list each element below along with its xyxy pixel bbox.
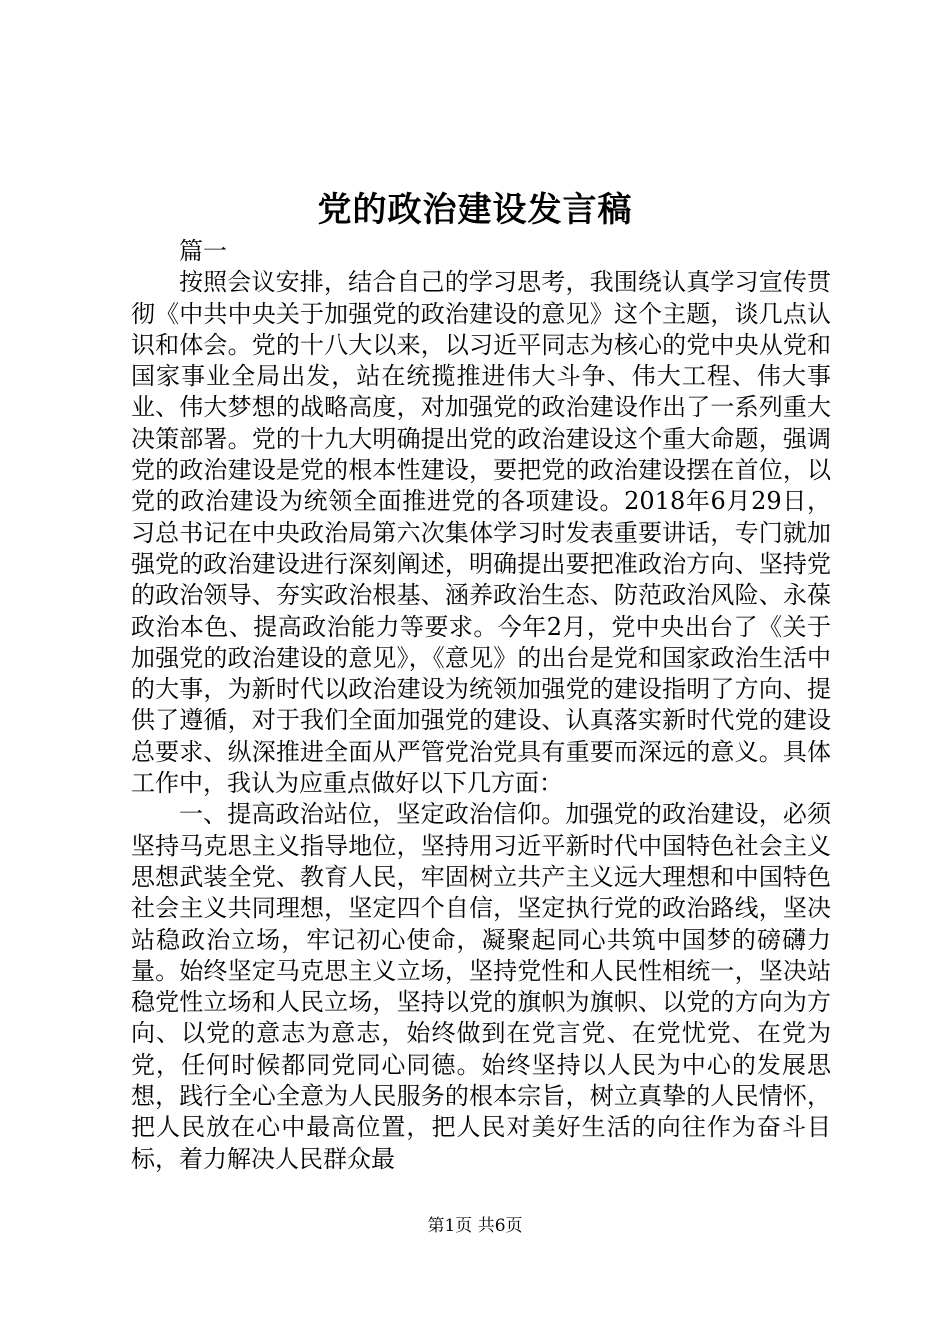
section-label: 篇一 bbox=[179, 237, 227, 265]
page-number-footer: 第1页 共6页 bbox=[427, 1216, 523, 1236]
document-body bbox=[131, 236, 831, 1175]
paragraph-section-one: 一、提高政治站位，坚定政治信仰。加强党的政治建设，必须坚持马克思主义指导地位，坚持用习近平新时代中国特色社会主义思想武装全党、教育人民，牢固树立共产主义远大理想和中国特色社会主义共同理想，坚定四个自信，坚定执行党的政治路线，坚决站稳政治立场，牢记初心使命，凝聚起同心共筑中国梦的磅礴力量。始终坚定马克思主义立场，坚持党性和人民性相统一，坚决站稳党性立场和人民立场，坚持以党的旗帜为旗帜、以党的方向为方向、以党的意志为意志，始终做到在党言党、在党忧党、在党为党，任何时候都同党同心同德。始终坚持以人民为中心的发展思想，践行全心全意为人民服务的根本宗旨，树立真挚的人民情怀，把人民放在心中最高位置，把人民对美好生活的向往作为奋斗目标，着力解决人民群众最 bbox=[131, 800, 831, 1173]
document-title: 党的政治建设发言稿 bbox=[317, 190, 633, 230]
paragraph-intro: 按照会议安排，结合自己的学习思考，我围绕认真学习宣传贯彻《中共中央关于加强党的政治建设的意见》这个主题，谈几点认识和体会。党的十八大以来，以习近平同志为核心的党中央从党和国家事业全局出发，站在统揽推进伟大斗争、伟大工程、伟大事业、伟大梦想的战略高度，对加强党的政治建设作出了一系列重大决策部署。党的十九大明确提出党的政治建设这个重大命题，强调党的政治建设是党的根本性建设，要把党的政治建设摆在首位，以党的政治建设为统领全面推进党的各项建设。2018年6月29日，习总书记在中央政治局第六次集体学习时发表重要讲话，专门就加强党的政治建设进行深刻阐述，明确提出要把准政治方向、坚持党的政治领导、夯实政治根基、涵养政治生态、防范政治风险、永葆政治本色、提高政治能力等要求。今年2月，党中央出台了《关于加强党的政治建设的意见》，《意见》的出台是党和国家政治生活中的大事，为新时代以政治建设为统领加强党的建设指明了方向、提供了遵循，对于我们全面加强党的建设、认真落实新时代党的建设总要求、纵深推进全面从严管党治党具有重要而深远的意义。具体工作中，我认为应重点做好以下几方面： bbox=[131, 268, 831, 798]
